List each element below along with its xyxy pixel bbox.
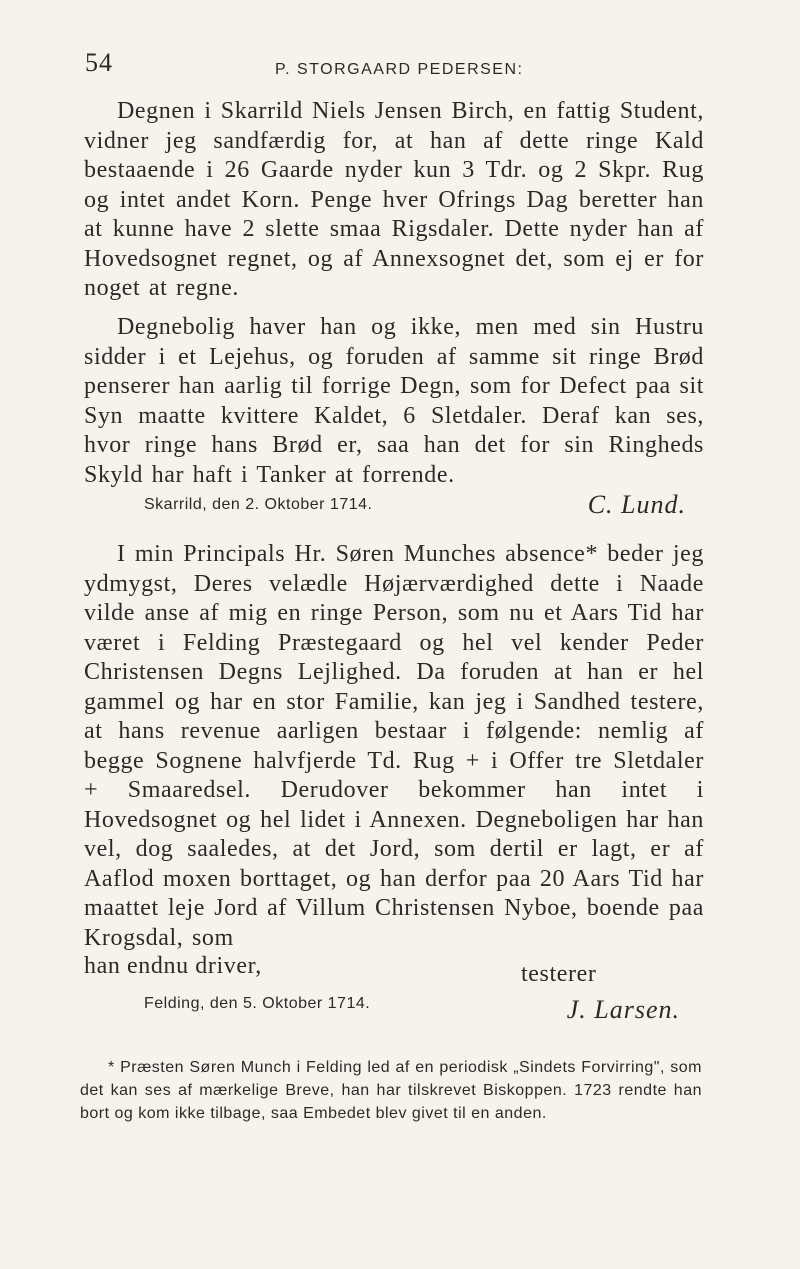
letter-2 — [84, 540, 704, 1023]
closing-verb: testerer — [521, 961, 597, 987]
place-date: Skarrild, den 2. Oktober 1714. — [144, 496, 373, 513]
paragraph: Degnebolig haver han og ikke, men med sin Hustru sidder i et Lejehus, og foruden af samme sit ringe Brød penserer han aarlig til forrige Degn, som for Defect paa sit Syn maatte kvittere Kaldet, 6 Sletdaler. Deraf kan ses, hvor ringe hans Brød er, saa han det for sin Ringheds Skyld har haft i Tanker at forrende. — [84, 314, 704, 488]
page-number: 54 — [85, 48, 113, 77]
closing-text: han endnu driver, — [84, 953, 262, 979]
letter-2-closing — [84, 983, 704, 1023]
place-date: Felding, den 5. Oktober 1714. — [144, 995, 371, 1012]
signature: C. Lund. — [587, 490, 686, 519]
letter-1-paragraph-2 — [84, 313, 704, 524]
paragraph: Degnen i Skarrild Niels Jensen Birch, en fattig Student, vidner jeg sandfærdig for, at han af dette ringe Kald bestaaende i 26 Gaarde nyder kun 3 Tdr. og 2 Skpr. Rug og intet andet Korn. Penge hver Ofrings Dag beretter han at kunne have 2 slette smaa Rigsdaler. Dette nyder han af Hovedsognet regnet, og af Annexsognet det, som ej er for noget at regne. — [84, 98, 704, 301]
letter-1-closing — [84, 490, 704, 524]
letter-2-last-line — [84, 953, 704, 987]
paragraph: I min Principals Hr. Søren Munches absence* beder jeg ydmygst, Deres velædle Højærværdighed dette i Naade vilde anse af mig en ringe Person, som nu et Aars Tid har været i Felding Præstegaard og hel vel kender Peder Christensen Degns Lejlighed. Da foruden at han er hel gammel og har en stor Familie, kan jeg i Sandhed testere, at hans revenue aarligen bestaar i følgende: nemlig af begge Sognene halvfjerde Td. Rug + i Offer tre Sletdaler + Smaaredsel. Derudover bekommer han intet i Hovedsognet og hel lidet i Annexen. Degneboligen har han vel, dog saaledes, at det Jord, som dertil er lagt, er af Aaflod moxen borttaget, og han derfor paa 20 Aars Tid har maattet leje Jord af Villum Christensen Nyboe, boende paa Krogsdal, som — [84, 541, 704, 951]
footnote: * Præsten Søren Munch i Felding led af en periodisk „Sindets Forvirring", som det kan ses af mærkelige Breve, han har tilskrevet Biskoppen. 1723 rendte han bort og kom ikke tilbage, saa Embedet blev givet til en anden. — [80, 1059, 702, 1122]
running-header — [85, 48, 705, 84]
signature: J. Larsen. — [566, 995, 680, 1024]
running-title: P. STORGAARD PEDERSEN: — [275, 61, 524, 78]
letter-1-paragraph-1 — [84, 97, 704, 304]
